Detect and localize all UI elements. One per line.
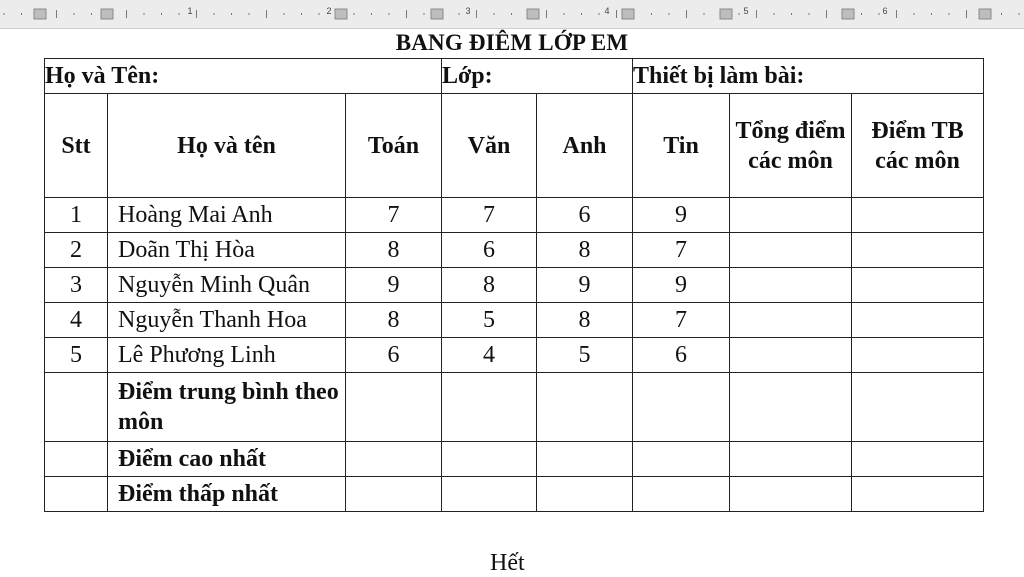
column-marker[interactable] [842, 9, 854, 19]
cell-average[interactable] [852, 303, 984, 338]
column-marker[interactable] [979, 9, 991, 19]
cell-literature: 8 [442, 268, 537, 303]
grade-table [44, 58, 984, 512]
col-header-informatics: Tin [633, 94, 730, 198]
cell-name: Nguyễn Thanh Hoa [108, 303, 346, 338]
cell-informatics: 9 [633, 198, 730, 233]
table-row [45, 198, 984, 233]
col-header-name: Họ và tên [108, 94, 346, 198]
summary-label-average: Điểm trung bình theo môn [108, 373, 346, 442]
device-label: Thiết bị làm bài: [633, 59, 984, 94]
cell-english[interactable] [537, 442, 633, 477]
cell-english: 6 [537, 198, 633, 233]
cell-math[interactable] [346, 477, 442, 512]
cell-total[interactable] [730, 233, 852, 268]
cell-name: Hoàng Mai Anh [108, 198, 346, 233]
col-header-english: Anh [537, 94, 633, 198]
col-header-stt: Stt [45, 94, 108, 198]
cell-name: Lê Phương Linh [108, 338, 346, 373]
cell-total[interactable] [730, 373, 852, 442]
col-header-math: Toán [346, 94, 442, 198]
cell-literature: 6 [442, 233, 537, 268]
column-marker[interactable] [622, 9, 634, 19]
ruler-number: 3 [465, 6, 471, 16]
cell-average[interactable] [852, 338, 984, 373]
table-row [45, 303, 984, 338]
table-row [45, 233, 984, 268]
cell-english: 8 [537, 233, 633, 268]
cell-informatics[interactable] [633, 477, 730, 512]
col-header-total: Tổng điểm các môn [730, 94, 852, 198]
column-header-row [45, 94, 984, 198]
cell-average[interactable] [852, 198, 984, 233]
summary-label-max: Điểm cao nhất [108, 442, 346, 477]
cell-total[interactable] [730, 268, 852, 303]
ruler-number: 1 [187, 6, 193, 16]
ruler-number: 4 [604, 6, 610, 16]
cell-math[interactable] [346, 373, 442, 442]
column-marker[interactable] [527, 9, 539, 19]
table-row [45, 338, 984, 373]
cell-math: 6 [346, 338, 442, 373]
cell-informatics: 9 [633, 268, 730, 303]
end-of-document-text: Hết [490, 550, 525, 576]
cell-informatics: 7 [633, 303, 730, 338]
summary-row-min [45, 477, 984, 512]
cell-informatics[interactable] [633, 373, 730, 442]
column-marker[interactable] [101, 9, 113, 19]
cell-total[interactable] [730, 303, 852, 338]
empty-cell [45, 373, 108, 442]
info-row [45, 59, 984, 94]
column-marker[interactable] [431, 9, 443, 19]
cell-math: 8 [346, 233, 442, 268]
cell-english[interactable] [537, 373, 633, 442]
summary-row-average [45, 373, 984, 442]
cell-stt: 3 [45, 268, 108, 303]
class-label: Lớp: [442, 59, 633, 94]
ruler-number: 2 [326, 6, 332, 16]
column-marker[interactable] [720, 9, 732, 19]
cell-average[interactable] [852, 442, 984, 477]
cell-literature[interactable] [442, 373, 537, 442]
cell-math: 7 [346, 198, 442, 233]
cell-literature[interactable] [442, 477, 537, 512]
cell-informatics: 6 [633, 338, 730, 373]
cell-stt: 4 [45, 303, 108, 338]
cell-total[interactable] [730, 442, 852, 477]
cell-name: Nguyễn Minh Quân [108, 268, 346, 303]
cell-stt: 5 [45, 338, 108, 373]
cell-average[interactable] [852, 373, 984, 442]
cell-stt: 2 [45, 233, 108, 268]
cell-average[interactable] [852, 233, 984, 268]
horizontal-ruler[interactable] [0, 0, 1024, 29]
summary-label-min: Điểm thấp nhất [108, 477, 346, 512]
cell-informatics[interactable] [633, 442, 730, 477]
cell-english: 8 [537, 303, 633, 338]
column-marker[interactable] [335, 9, 347, 19]
cell-name: Doãn Thị Hòa [108, 233, 346, 268]
ruler-number: 5 [743, 6, 749, 16]
cell-average[interactable] [852, 268, 984, 303]
col-header-average: Điểm TB các môn [852, 94, 984, 198]
col-header-literature: Văn [442, 94, 537, 198]
cell-math: 9 [346, 268, 442, 303]
cell-english[interactable] [537, 477, 633, 512]
cell-total[interactable] [730, 198, 852, 233]
cell-math: 8 [346, 303, 442, 338]
cell-literature[interactable] [442, 442, 537, 477]
summary-row-max [45, 442, 984, 477]
cell-stt: 1 [45, 198, 108, 233]
cell-english: 5 [537, 338, 633, 373]
cell-math[interactable] [346, 442, 442, 477]
cell-literature: 5 [442, 303, 537, 338]
cell-informatics: 7 [633, 233, 730, 268]
empty-cell [45, 477, 108, 512]
empty-cell [45, 442, 108, 477]
cell-total[interactable] [730, 338, 852, 373]
ruler-number: 6 [882, 6, 888, 16]
cell-english: 9 [537, 268, 633, 303]
document-title: BANG ĐIÊM LỚP EM [395, 30, 629, 55]
ruler-ticks [0, 0, 1024, 28]
cell-literature: 4 [442, 338, 537, 373]
student-name-label: Họ và Tên: [45, 59, 442, 94]
cell-literature: 7 [442, 198, 537, 233]
column-marker[interactable] [34, 9, 46, 19]
table-row [45, 268, 984, 303]
cell-average[interactable] [852, 477, 984, 512]
cell-total[interactable] [730, 477, 852, 512]
